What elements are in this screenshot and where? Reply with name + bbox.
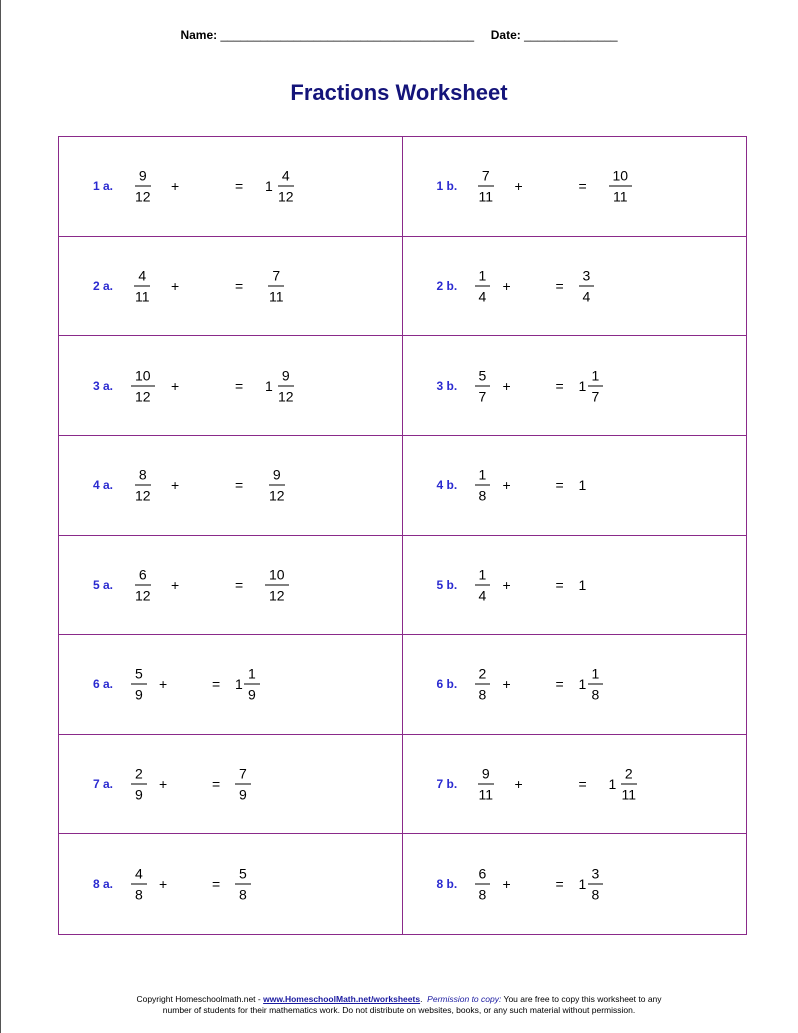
- denominator: 12: [278, 188, 294, 205]
- numerator: 8: [135, 466, 151, 486]
- result-fraction: [265, 266, 288, 305]
- given-fraction: [475, 266, 491, 305]
- plus-sign: +: [514, 178, 523, 195]
- denominator: 11: [621, 786, 637, 803]
- denominator: 4: [582, 288, 591, 305]
- problem-number: 5 a.: [93, 577, 114, 592]
- result-whole: 1: [608, 776, 617, 793]
- worksheet-title: Fractions Worksheet: [290, 80, 508, 105]
- footer-permission-text: You are free to copy this worksheet to any: [501, 994, 662, 1004]
- problem-number: 7 a.: [93, 777, 114, 792]
- given-fraction: [131, 565, 155, 604]
- plus-sign: +: [171, 477, 180, 494]
- denominator: 8: [478, 487, 487, 504]
- plus-sign: +: [159, 676, 168, 693]
- equals-sign: =: [555, 477, 564, 494]
- plus-sign: +: [502, 377, 511, 394]
- footer-line2: number of students for their mathematics work. Do not distribute on websites, books, or any such material without permission.: [162, 1005, 636, 1015]
- numerator: 2: [621, 765, 637, 785]
- given-fraction: [131, 865, 147, 904]
- result-fraction: [244, 665, 260, 704]
- page-edge: [0, 0, 1, 1033]
- problem-cell: [403, 336, 747, 436]
- problem-number: 2 b.: [436, 278, 458, 293]
- problem-number: 2 a.: [93, 278, 114, 293]
- given-fraction: [475, 466, 491, 505]
- numerator: 4: [131, 865, 147, 885]
- problem-cell: [59, 536, 403, 636]
- given-fraction: [475, 565, 491, 604]
- denominator: 4: [478, 587, 487, 604]
- footer-link[interactable]: www.HomeschoolMath.net/worksheets: [263, 994, 421, 1004]
- equals-sign: =: [212, 876, 221, 893]
- footer-permission-label: Permission to copy:: [427, 994, 502, 1004]
- denominator: 12: [269, 587, 285, 604]
- result-whole: 1: [265, 178, 273, 195]
- denominator: 9: [135, 786, 143, 803]
- problem-number: 4 a.: [93, 478, 114, 493]
- denominator: 8: [135, 886, 143, 903]
- denominator: 4: [478, 288, 487, 305]
- given-fraction: [475, 366, 491, 405]
- equals-sign: =: [555, 576, 564, 593]
- plus-sign: +: [171, 277, 180, 294]
- result-fraction: [588, 865, 604, 904]
- denominator: 9: [135, 686, 143, 703]
- numerator: 3: [588, 865, 604, 885]
- problem-cell: [403, 834, 747, 934]
- denominator: 11: [478, 786, 494, 803]
- numerator: 1: [475, 466, 491, 486]
- result-whole: 1: [578, 477, 587, 494]
- numerator: 1: [588, 665, 604, 685]
- numerator: 10: [265, 565, 289, 585]
- numerator: 6: [135, 565, 151, 585]
- numerator: 5: [475, 366, 491, 386]
- footer: Copyright Homeschoolmath.net - www.HomeschoolMath.net/worksheets. Permission to copy: You are free to copy this worksheet to any number of students for their mathematics work. Do not distribute on websites, books, or any such material without permission.: [0, 994, 798, 1016]
- numerator: 9: [269, 466, 285, 486]
- footer-copyright: Copyright Homeschoolmath.net -: [136, 994, 264, 1004]
- problem-cell: [403, 436, 747, 536]
- numerator: 6: [475, 865, 491, 885]
- given-fraction: [475, 765, 498, 804]
- result-whole: 1: [578, 676, 587, 693]
- problem-number: 8 b.: [436, 877, 458, 892]
- denominator: 8: [591, 886, 600, 903]
- given-fraction: [475, 865, 491, 904]
- denominator: 7: [478, 388, 487, 405]
- equals-sign: =: [212, 676, 221, 693]
- numerator: 9: [278, 366, 294, 386]
- result-whole: 1: [578, 576, 587, 593]
- plus-sign: +: [171, 178, 180, 195]
- numerator: 9: [135, 167, 151, 187]
- problem-cell: [403, 536, 747, 636]
- plus-sign: +: [502, 576, 511, 593]
- result-fraction: [588, 665, 604, 704]
- numerator: 1: [244, 665, 260, 685]
- denominator: 11: [478, 188, 494, 205]
- problem-cell: [59, 336, 403, 436]
- numerator: 2: [475, 665, 491, 685]
- result-fraction: [235, 765, 251, 804]
- name-label: Name:: [180, 28, 218, 42]
- given-fraction: [131, 665, 147, 704]
- denominator: 12: [135, 188, 151, 205]
- result-fraction: [588, 366, 604, 405]
- given-fraction: [131, 466, 155, 505]
- problem-number: 7 b.: [436, 777, 458, 792]
- problem-cell: [59, 635, 403, 735]
- problem-cell: [403, 735, 747, 835]
- numerator: 7: [235, 765, 251, 785]
- numerator: 4: [278, 167, 294, 187]
- numerator: 1: [475, 565, 491, 585]
- problem-cell: [59, 436, 403, 536]
- denominator: 8: [591, 686, 600, 703]
- result-whole: 1: [235, 676, 243, 693]
- plus-sign: +: [159, 876, 168, 893]
- result-fraction: [618, 765, 641, 804]
- result-fraction: [235, 865, 251, 904]
- problem-cell: [59, 735, 403, 835]
- plus-sign: +: [502, 277, 511, 294]
- problem-cell: [59, 137, 403, 237]
- given-fraction: [475, 665, 491, 704]
- numerator: 9: [478, 765, 494, 785]
- problem-grid: [58, 136, 747, 935]
- result-fraction: [274, 167, 298, 206]
- denominator: 11: [135, 288, 150, 305]
- plus-sign: +: [159, 776, 168, 793]
- numerator: 10: [131, 366, 155, 386]
- problem-cell: [59, 237, 403, 337]
- plus-sign: +: [502, 676, 511, 693]
- date-label: Date:: [490, 28, 521, 42]
- problem-number: 8 a.: [93, 877, 114, 892]
- equals-sign: =: [555, 377, 564, 394]
- problem-number: 6 b.: [436, 677, 458, 692]
- denominator: 12: [278, 388, 294, 405]
- problem-number: 3 a.: [93, 378, 114, 393]
- problem-cell: [403, 635, 747, 735]
- numerator: 4: [134, 266, 150, 286]
- numerator: 5: [131, 665, 147, 685]
- given-fraction: [131, 266, 154, 305]
- numerator: 10: [609, 167, 633, 187]
- equals-sign: =: [555, 876, 564, 893]
- result-fraction: [265, 565, 289, 604]
- denominator: 12: [269, 487, 285, 504]
- denominator: 11: [269, 288, 284, 305]
- equals-sign: =: [578, 178, 587, 195]
- result-fraction: [579, 266, 595, 305]
- given-fraction: [131, 366, 155, 405]
- given-fraction: [131, 765, 147, 804]
- denominator: 11: [613, 188, 628, 205]
- result-whole: 1: [578, 377, 587, 394]
- problem-number: 6 a.: [93, 677, 114, 692]
- denominator: 7: [591, 388, 600, 405]
- result-whole: 1: [265, 377, 273, 394]
- equals-sign: =: [235, 277, 244, 294]
- given-fraction: [475, 167, 498, 206]
- denominator: 8: [478, 686, 487, 703]
- denominator: 12: [135, 587, 151, 604]
- plus-sign: +: [171, 576, 180, 593]
- name-blank: ______________________________________: [220, 28, 475, 42]
- result-fraction: [609, 167, 633, 206]
- numerator: 7: [268, 266, 284, 286]
- problem-number: 4 b.: [436, 478, 458, 493]
- problem-cell: [403, 137, 747, 237]
- given-fraction: [131, 167, 155, 206]
- result-fraction: [274, 366, 298, 405]
- date-blank: ______________: [524, 28, 618, 42]
- numerator: 1: [475, 266, 491, 286]
- numerator: 7: [478, 167, 494, 187]
- denominator: 9: [239, 786, 247, 803]
- numerator: 1: [588, 366, 604, 386]
- numerator: 2: [131, 765, 147, 785]
- equals-sign: =: [212, 776, 221, 793]
- equals-sign: =: [555, 676, 564, 693]
- equals-sign: =: [235, 377, 244, 394]
- numerator: 3: [579, 266, 595, 286]
- result-fraction: [265, 466, 289, 505]
- result-whole: 1: [578, 876, 587, 893]
- problem-number: 3 b.: [436, 378, 458, 393]
- plus-sign: +: [502, 477, 511, 494]
- problem-number: 1 b.: [436, 179, 458, 194]
- equals-sign: =: [235, 576, 244, 593]
- numerator: 5: [235, 865, 251, 885]
- equals-sign: =: [235, 477, 244, 494]
- problem-cell: [59, 834, 403, 934]
- equals-sign: =: [235, 178, 244, 195]
- equals-sign: =: [578, 776, 587, 793]
- denominator: 9: [248, 686, 256, 703]
- denominator: 12: [135, 487, 151, 504]
- plus-sign: +: [514, 776, 523, 793]
- problem-number: 1 a.: [93, 179, 114, 194]
- name-date-header: [0, 28, 798, 42]
- equals-sign: =: [555, 277, 564, 294]
- plus-sign: +: [502, 876, 511, 893]
- problem-number: 5 b.: [436, 577, 458, 592]
- problem-cell: [403, 237, 747, 337]
- plus-sign: +: [171, 377, 180, 394]
- denominator: 8: [239, 886, 247, 903]
- denominator: 8: [478, 886, 487, 903]
- denominator: 12: [135, 388, 151, 405]
